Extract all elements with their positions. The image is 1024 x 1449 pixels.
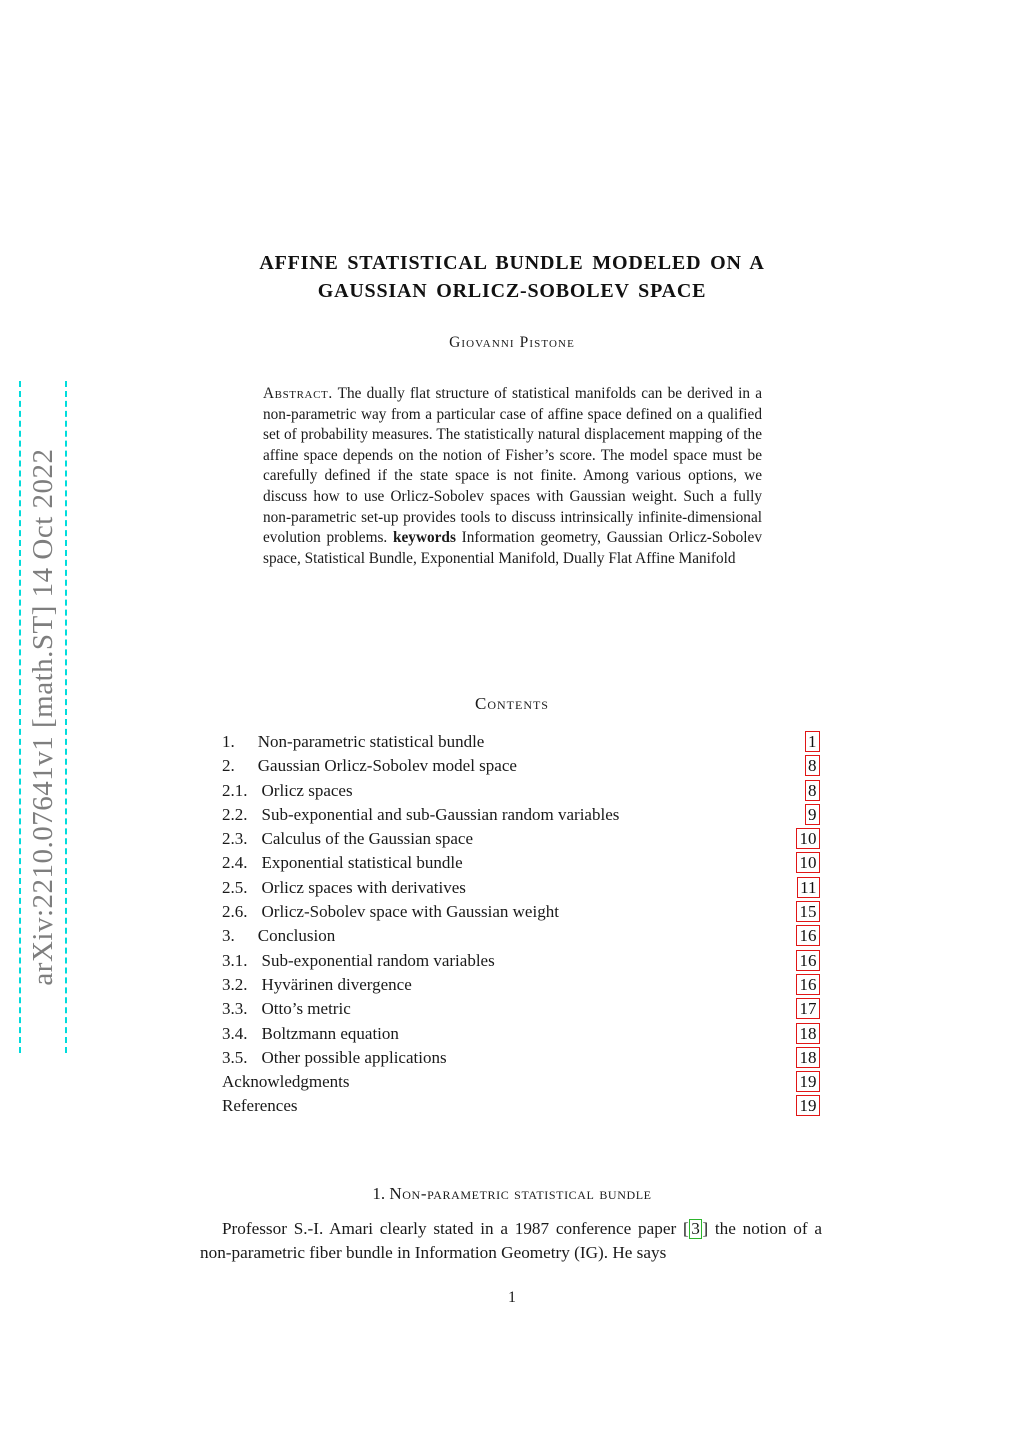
toc-row (222, 754, 820, 778)
arxiv-watermark (19, 381, 67, 1053)
toc-entry-title: Hyvärinen divergence (261, 974, 412, 994)
toc-entry-number: 3.4. (222, 1023, 248, 1043)
toc-row (222, 803, 820, 827)
table-of-contents (222, 730, 820, 1119)
citation-3 (683, 1219, 708, 1238)
paragraph-text-after-citation: the notion of a non-parametric fiber bundle in Information Geometry (IG). He says (200, 1219, 823, 1263)
toc-entry-title: Conclusion (257, 926, 336, 946)
toc-entry-number: 3.1. (222, 950, 248, 970)
abstract-block (263, 384, 762, 569)
toc-page-link[interactable]: 10 (796, 828, 820, 849)
toc-entry-title: Acknowledgments (222, 1072, 350, 1092)
toc-page-link[interactable]: 17 (796, 998, 820, 1019)
contents-heading: Contents (474, 694, 549, 713)
toc-page-link[interactable]: 18 (796, 1047, 820, 1068)
toc-entry-title: Orlicz spaces (261, 780, 353, 800)
toc-page-link[interactable]: 19 (796, 1095, 820, 1116)
toc-entry-title: Non-parametric statistical bundle (257, 732, 485, 751)
paragraph-text-before-citation: Professor S.-I. Amari clearly stated in a 1987 conference paper (222, 1219, 677, 1238)
toc-row (222, 876, 820, 900)
toc-row (222, 851, 820, 875)
keywords-text: Information geometry, Gaussian Orlicz-Sobolev space, Statistical Bundle, Exponential Manifold, Dually Flat Affine Manifold (263, 529, 762, 567)
toc-entry-title: Boltzmann equation (261, 1023, 399, 1043)
toc-row (222, 949, 820, 973)
abstract-text: The dually flat structure of statistical manifolds can be derived in a non-parametric way from a particular case of affine space defined on a qualified set of probability measures. The statistically natural displacement mapping of the affine space depends on the notion of Fisher’s score. The model space must be carefully defined if the state space is not finite. Among various options, we discuss how to use Orlicz-Sobolev spaces with Gaussian weight. Such a fully non-parametric set-up provides tools to discuss intrinsically infinite-dimensional evolution problems. (263, 385, 762, 547)
toc-entry-title: Otto’s metric (261, 999, 351, 1019)
toc-row (222, 827, 820, 851)
toc-entry-title: Sub-exponential and sub-Gaussian random variables (261, 804, 620, 824)
toc-entry-title: Sub-exponential random variables (261, 950, 495, 970)
toc-row (222, 1070, 820, 1094)
section-1-title: Non-parametric statistical bundle (389, 1184, 652, 1203)
toc-page-link[interactable]: 9 (805, 804, 821, 825)
toc-row (222, 1046, 820, 1070)
toc-row (222, 779, 820, 803)
toc-row (222, 997, 820, 1021)
toc-entry-number: 2.2. (222, 804, 248, 824)
toc-row (222, 900, 820, 924)
toc-entry-number: 3.5. (222, 1047, 248, 1067)
toc-page-link[interactable]: 18 (796, 1023, 820, 1044)
page-number: 1 (508, 1289, 516, 1306)
toc-entry-title: References (222, 1096, 298, 1116)
toc-entry-number: 2.5. (222, 877, 248, 897)
toc-page-link[interactable]: 8 (805, 755, 821, 776)
toc-entry-number: 2. (222, 756, 235, 776)
toc-page-link[interactable]: 10 (796, 852, 820, 873)
paper-title (0, 249, 1024, 305)
section-1-heading (0, 1184, 1024, 1204)
toc-row (222, 730, 820, 754)
paper-title-line2: GAUSSIAN ORLICZ-SOBOLEV SPACE (317, 280, 707, 302)
toc-entry-number: 2.1. (222, 780, 248, 800)
toc-entry-number: 3.3. (222, 999, 248, 1019)
citation-close-bracket: ] (702, 1219, 709, 1238)
toc-entry-title: Gaussian Orlicz-Sobolev model space (257, 756, 517, 776)
abstract-label: Abstract. (263, 385, 333, 402)
paper-title-line1: AFFINE STATISTICAL BUNDLE MODELED ON A (259, 252, 765, 274)
toc-row (222, 973, 820, 997)
toc-entry-title: Orlicz spaces with derivatives (261, 877, 466, 897)
toc-row (222, 1094, 820, 1118)
toc-page-link[interactable]: 11 (797, 877, 820, 898)
toc-page-link[interactable]: 15 (796, 901, 820, 922)
toc-page-link[interactable]: 1 (805, 731, 821, 752)
toc-row (222, 924, 820, 948)
citation-open-bracket: [ (682, 1219, 689, 1238)
section-1-number: 1. (372, 1184, 386, 1203)
toc-entry-title: Calculus of the Gaussian space (261, 829, 473, 849)
toc-entry-title: Other possible applications (261, 1047, 447, 1067)
toc-entry-title: Exponential statistical bundle (261, 853, 463, 873)
toc-page-link[interactable]: 8 (805, 780, 821, 801)
toc-page-link[interactable]: 19 (796, 1071, 820, 1092)
toc-page-link[interactable]: 16 (796, 950, 820, 971)
toc-entry-number: 3. (222, 926, 235, 946)
toc-entry-number: 2.6. (222, 902, 248, 922)
author-name: Giovanni Pistone (449, 334, 575, 351)
toc-entry-number: 2.3. (222, 829, 248, 849)
toc-entry-title: Orlicz-Sobolev space with Gaussian weight (261, 902, 559, 922)
toc-entry-number: 1. (222, 732, 235, 751)
toc-page-link[interactable]: 16 (796, 974, 820, 995)
intro-paragraph (200, 1217, 822, 1266)
toc-page-link[interactable]: 16 (796, 925, 820, 946)
toc-entry-number: 2.4. (222, 853, 248, 873)
toc-row (222, 1022, 820, 1046)
toc-entry-number: 3.2. (222, 974, 248, 994)
arxiv-stamp-text: arXiv:2210.07641v1 [math.ST] 14 Oct 2022 (27, 448, 59, 986)
keywords-label: keywords (393, 529, 456, 547)
citation-3-link[interactable]: 3 (689, 1219, 703, 1239)
